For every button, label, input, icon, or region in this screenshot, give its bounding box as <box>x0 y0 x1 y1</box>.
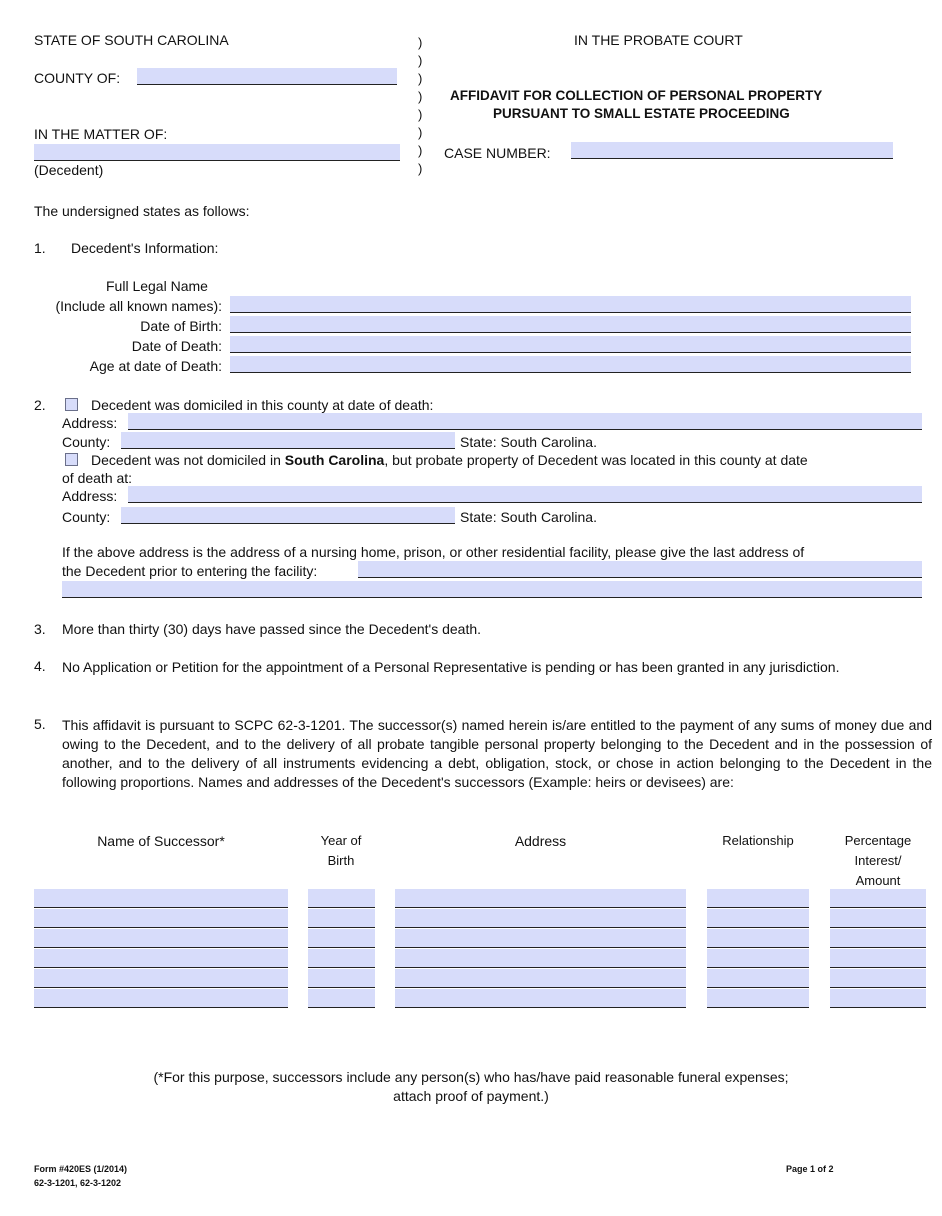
successor-percentage-field[interactable] <box>830 889 926 908</box>
page-number: Page 1 of 2 <box>786 1164 834 1174</box>
county-field-2[interactable] <box>121 507 455 524</box>
county-field-1[interactable] <box>121 432 455 449</box>
address-field-1[interactable] <box>128 413 922 430</box>
successor-address-field[interactable] <box>395 969 686 988</box>
domiciled-checkbox[interactable] <box>65 398 78 411</box>
section4-text: No Application or Petition for the appointment of a Personal Representative is pending or has been granted in any jurisdiction. <box>62 659 840 675</box>
county-label-3: County: <box>62 509 111 525</box>
successor-address-field[interactable] <box>395 929 686 948</box>
full-legal-name-field[interactable] <box>230 296 911 313</box>
dob-label: Date of Birth: <box>140 318 222 334</box>
facility-text: If the above address is the address of a nursing home, prison, or other residential facility, please give the last address of <box>62 544 805 560</box>
successor-birth-year-field[interactable] <box>308 969 375 988</box>
case-number-field[interactable] <box>571 142 893 159</box>
known-names-label: (Include all known names): <box>55 298 222 314</box>
successor-name-field[interactable] <box>34 949 288 968</box>
successor-relationship-field[interactable] <box>707 909 809 928</box>
section5-number: 5. <box>34 716 46 732</box>
section3-text: More than thirty (30) days have passed since the Decedent's death. <box>62 621 482 637</box>
successor-birth-year-field[interactable] <box>308 909 375 928</box>
facility-address-field-2[interactable] <box>62 581 922 598</box>
county-label-2: County: <box>62 434 111 450</box>
case-number-label: CASE NUMBER: <box>444 145 551 161</box>
successor-percentage-field[interactable] <box>830 989 926 1008</box>
successor-relationship-field[interactable] <box>707 889 809 908</box>
statute-codes: 62-3-1201, 62-3-1202 <box>34 1178 122 1188</box>
matter-label: IN THE MATTER OF: <box>34 126 168 142</box>
form-number: Form #420ES (1/2014) <box>34 1164 128 1174</box>
decedent-name-field[interactable] <box>34 144 400 161</box>
section4-number: 4. <box>34 658 46 674</box>
col-name-header: Name of Successor* <box>97 833 225 849</box>
domiciled-option-text: Decedent was domiciled in this county at date of death: <box>91 397 434 413</box>
not-domiciled-option-text: Decedent was not domiciled in South Carolina, but probate property of Decedent was located in this county at date <box>91 452 808 468</box>
age-label: Age at date of Death: <box>89 358 222 374</box>
state-label: STATE OF SOUTH CAROLINA <box>34 32 229 48</box>
col-address-header: Address <box>514 833 567 849</box>
facility-text-line2: the Decedent prior to entering the facility: <box>62 563 318 579</box>
successor-address-field[interactable] <box>395 989 686 1008</box>
age-at-death-field[interactable] <box>230 356 911 373</box>
dod-label: Date of Death: <box>131 338 222 354</box>
section3-number: 3. <box>34 621 46 637</box>
col-relationship-header: Relationship <box>722 833 794 848</box>
section1-number: 1. <box>34 240 46 256</box>
state-text-1: State: South Carolina. <box>460 434 597 450</box>
col-year-header: Year of Birth <box>320 833 362 868</box>
form-title-line1: AFFIDAVIT FOR COLLECTION OF PERSONAL PROPERTY <box>450 88 823 103</box>
section2-number: 2. <box>34 397 46 413</box>
successor-relationship-field[interactable] <box>707 969 809 988</box>
successor-address-field[interactable] <box>395 909 686 928</box>
successor-relationship-field[interactable] <box>707 949 809 968</box>
address-field-2[interactable] <box>128 486 922 503</box>
successor-birth-year-field[interactable] <box>308 989 375 1008</box>
successor-relationship-field[interactable] <box>707 989 809 1008</box>
not-domiciled-checkbox[interactable] <box>65 453 78 466</box>
date-of-birth-field[interactable] <box>230 316 911 333</box>
successor-percentage-field[interactable] <box>830 969 926 988</box>
full-name-label: Full Legal Name <box>106 278 208 294</box>
state-text-2: State: South Carolina. <box>460 509 597 525</box>
county-label: COUNTY OF: <box>34 70 121 86</box>
footnote-line1: (*For this purpose, successors include any person(s) who has/have paid reasonable funeral expenses; <box>153 1069 789 1085</box>
decedent-label: (Decedent) <box>34 162 104 178</box>
not-domiciled-option-line2: of death at: <box>62 470 133 486</box>
successor-birth-year-field[interactable] <box>308 929 375 948</box>
address-label-2: Address: <box>62 488 118 504</box>
successor-birth-year-field[interactable] <box>308 889 375 908</box>
successor-name-field[interactable] <box>34 889 288 908</box>
successor-address-field[interactable] <box>395 949 686 968</box>
section1-heading: Decedent's Information: <box>71 240 219 256</box>
county-field[interactable] <box>137 68 397 85</box>
successor-relationship-field[interactable] <box>707 929 809 948</box>
successor-percentage-field[interactable] <box>830 929 926 948</box>
date-of-death-field[interactable] <box>230 336 911 353</box>
successor-percentage-field[interactable] <box>830 909 926 928</box>
successor-percentage-field[interactable] <box>830 949 926 968</box>
intro-text: The undersigned states as follows: <box>34 203 250 219</box>
successor-name-field[interactable] <box>34 929 288 948</box>
successor-name-field[interactable] <box>34 989 288 1008</box>
section5-text: This affidavit is pursuant to SCPC 62-3-1201. The successor(s) named herein is/are entitled to the payment of any sums of money due and owing to the Decedent, and to the delivery of all probate tangible personal property belonging to the Decedent and in the possession of another, and to the delivery of all instruments evidencing a debt, obligation, stock, or chose in action belonging to the Decedent in the following proportions. Names and addresses of the Decedent's successors (Example: heirs or devisees) are: <box>62 717 932 790</box>
court-label: IN THE PROBATE COURT <box>574 32 743 48</box>
successor-name-field[interactable] <box>34 909 288 928</box>
form-title-line2: PURSUANT TO SMALL ESTATE PROCEEDING <box>493 106 790 121</box>
successor-name-field[interactable] <box>34 969 288 988</box>
col-percentage-header: Percentage Interest/ Amount <box>844 833 912 888</box>
footnote-line2: attach proof of payment.) <box>393 1088 549 1104</box>
facility-address-field-1[interactable] <box>358 561 922 578</box>
successor-address-field[interactable] <box>395 889 686 908</box>
address-label: Address: <box>62 415 118 431</box>
successor-birth-year-field[interactable] <box>308 949 375 968</box>
